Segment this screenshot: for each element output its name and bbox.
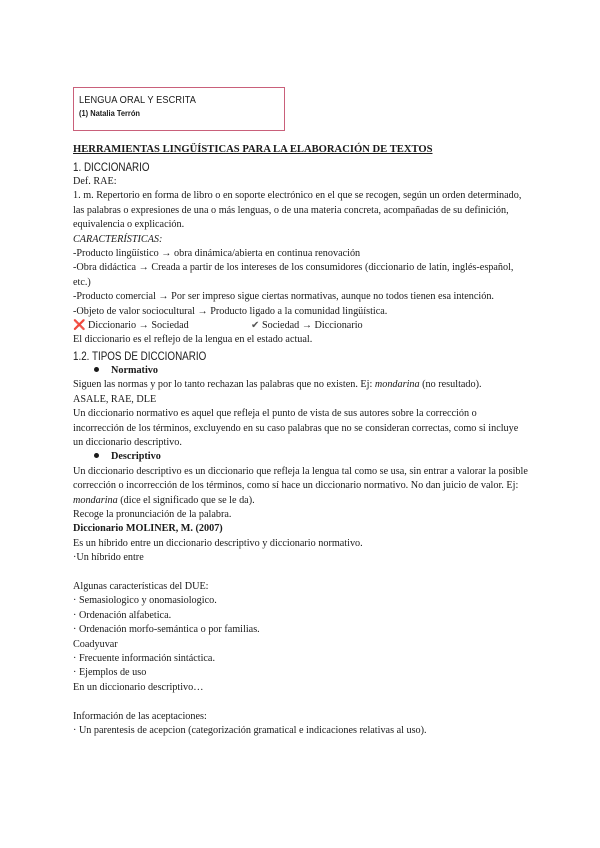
normativo-paragraph bbox=[73, 378, 528, 392]
coadyuvar-label: Coadyuvar bbox=[73, 638, 118, 650]
normativo-examples: ASALE, RAE, DLE bbox=[73, 393, 157, 405]
bullet-icon bbox=[94, 453, 99, 458]
right-direction: Sociedad → Diccionario bbox=[261, 320, 363, 332]
spacer bbox=[73, 695, 528, 709]
section-heading-tipos: 1.2. TIPOS DE DICCIONARIO bbox=[73, 348, 207, 363]
course-title: LENGUA ORAL Y ESCRITA bbox=[79, 94, 197, 106]
due-heading: Algunas características del DUE: bbox=[73, 580, 209, 592]
moliner-heading: Diccionario MOLINER, M. (2007) bbox=[73, 523, 223, 535]
reflection-sentence: El diccionario es el reflejo de la lengua en el estado actual. bbox=[73, 334, 313, 346]
descriptivo-paragraph bbox=[73, 465, 528, 508]
wrong-direction: Diccionario → Sociedad bbox=[88, 320, 189, 332]
definition-label: Def. RAE: bbox=[73, 176, 117, 187]
characteristic-item: -Producto lingüístico → obra dinámica/abierta en continua renovación bbox=[73, 248, 361, 260]
acceptions-heading: Información de las aceptaciones: bbox=[73, 710, 207, 722]
bullet-descriptivo bbox=[73, 450, 528, 464]
section-heading-diccionario: 1. DICCIONARIO bbox=[73, 160, 150, 174]
cross-icon: ❌ bbox=[73, 320, 86, 332]
characteristics-heading: CARACTERÍSTICAS: bbox=[73, 233, 163, 245]
header-box bbox=[73, 87, 285, 131]
bullet-label: Normativo bbox=[111, 364, 158, 376]
bullet-normativo bbox=[73, 364, 528, 378]
comparison-line bbox=[73, 319, 528, 333]
list-item: En un diccionario descriptivo… bbox=[73, 681, 204, 693]
characteristic-item: -Obra didáctica → Creada a partir de los intereses de los consumidores (diccionario de latín, inglés-español, etc.) bbox=[73, 262, 514, 288]
document-body bbox=[73, 142, 528, 738]
bullet-icon bbox=[94, 367, 99, 372]
list-item: · Semasiologico y onomasiologico. bbox=[73, 595, 217, 607]
text-run: (no resultado). bbox=[419, 379, 482, 391]
list-item: · Ejemplos de uso bbox=[73, 667, 147, 679]
list-item: · Ordenación alfabetica. bbox=[73, 609, 172, 621]
characteristic-item: -Producto comercial → Por ser impreso sigue ciertas normativas, aunque no todos tienen esa intención. bbox=[73, 291, 494, 303]
example-word: mondarina bbox=[374, 379, 420, 391]
moliner-note: ·Un híbrido entre bbox=[73, 552, 144, 564]
moliner-text: Es un híbrido entre un diccionario descriptivo y diccionario normativo. bbox=[73, 537, 363, 549]
author-subtitle: (1) Natalia Terrón bbox=[79, 108, 140, 118]
text-run: (dice el significado que se le da). bbox=[117, 494, 255, 506]
text-run: Un diccionario descriptivo es un diccionario que refleja la lengua tal como se usa, sin entrar a valorar la posible corrección o incorrección de los términos, como sí hace un diccionario normativo. No dan juicio de valor. Ej: bbox=[73, 465, 528, 492]
document-title: HERRAMIENTAS LINGÜÍSTICAS PARA LA ELABORACIÓN DE TEXTOS bbox=[73, 144, 433, 155]
text-run: Siguen las normas y por lo tanto rechazan las palabras que no existen. Ej: bbox=[73, 379, 375, 391]
characteristic-item: -Objeto de valor sociocultural → Producto ligado a la comunidad lingüística. bbox=[73, 305, 388, 317]
spacer bbox=[73, 566, 528, 580]
bullet-label: Descriptivo bbox=[111, 451, 161, 463]
checkmark-icon: ✔ bbox=[251, 320, 260, 332]
normativo-explanation: Un diccionario normativo es aquel que refleja el punto de vista de sus autores sobre la corrección o incorrección de los términos, excluyendo en su caso palabras que no se consideran correctas, como si incluye un diccionario descriptivo. bbox=[73, 408, 519, 448]
list-item: · Un parentesis de acepcion (categorización gramatical e indicaciones relativas al uso). bbox=[73, 725, 427, 736]
list-item: · Frecuente información sintáctica. bbox=[73, 652, 215, 664]
list-item: · Ordenación morfo-semántica o por familias. bbox=[73, 624, 260, 636]
descriptivo-note: Recoge la pronunciación de la palabra. bbox=[73, 508, 232, 520]
definition-text: 1. m. Repertorio en forma de libro o en soporte electrónico en el que se recogen, según un orden determinado, las palabras o expresiones de una o más lenguas, o de una materia concreta, acompañadas de su definición, equivalencia o explicación. bbox=[73, 190, 522, 231]
example-word: mondarina bbox=[73, 494, 118, 506]
